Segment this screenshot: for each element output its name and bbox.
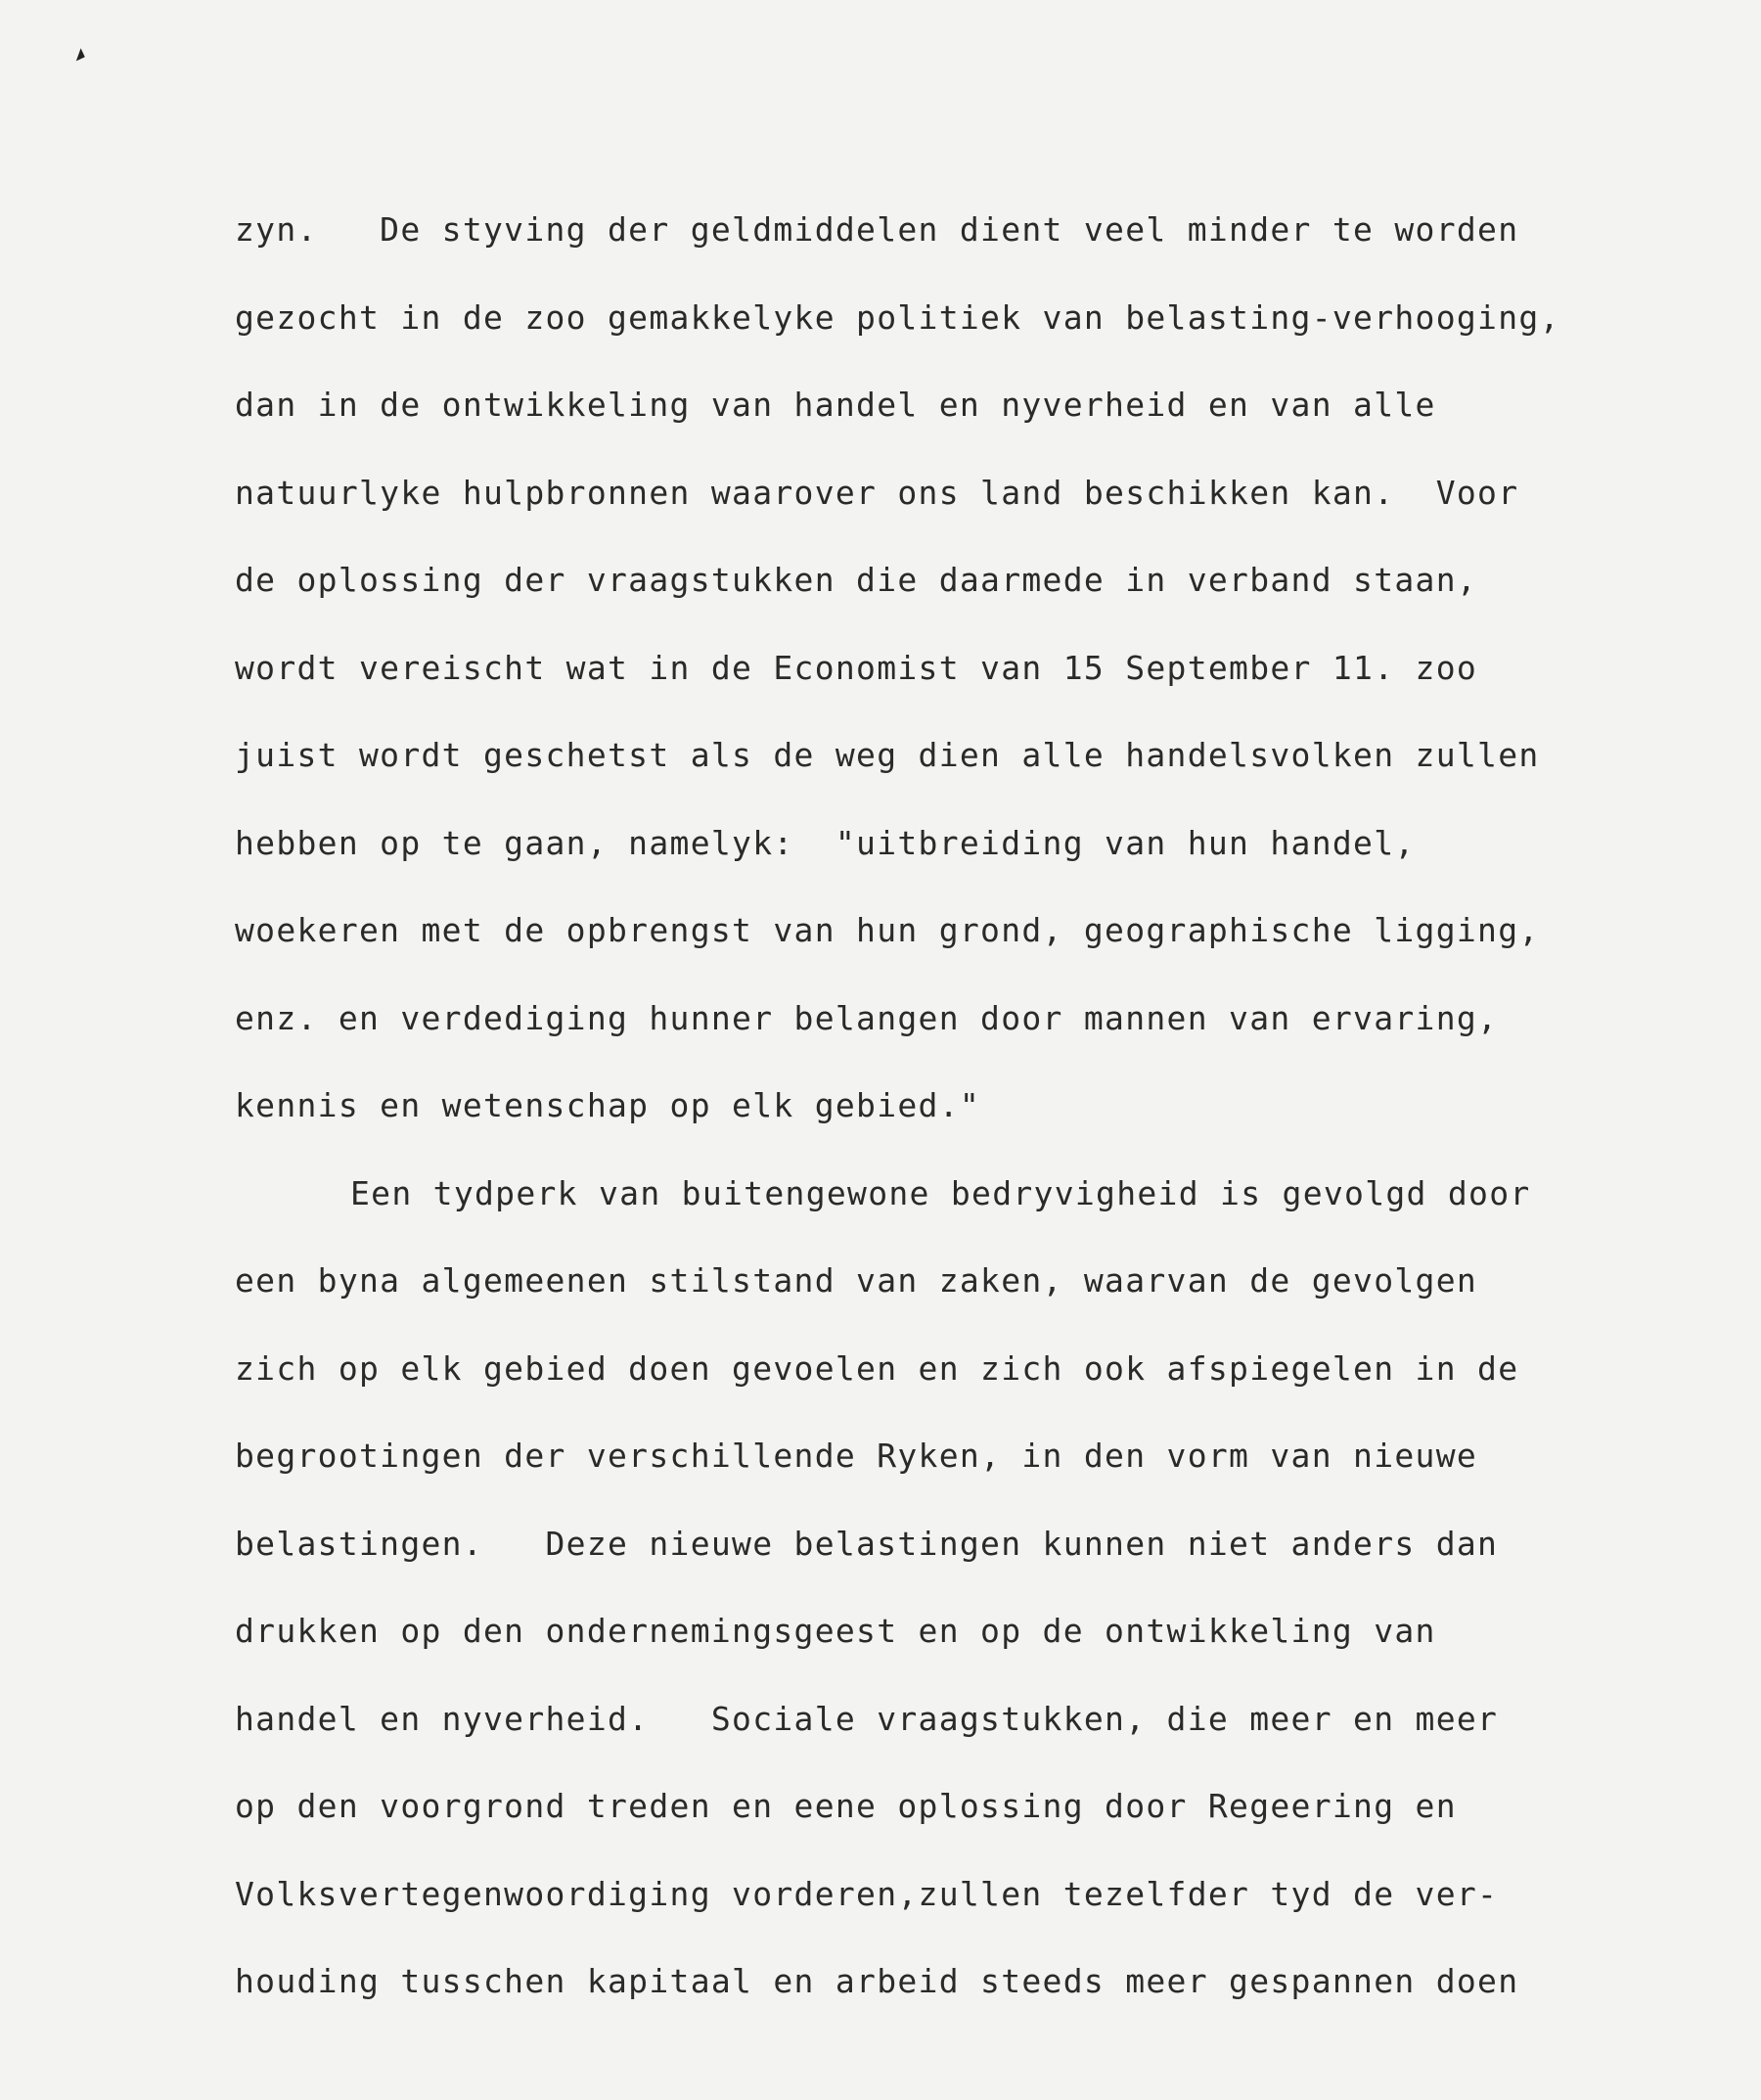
text-line: dan in de ontwikkeling van handel en nyverheid en van alle bbox=[235, 386, 1436, 424]
paragraph-1 bbox=[235, 205, 1741, 1169]
text-line: Een tydperk van buitengewone bedryvigheid is gevolgd door bbox=[350, 1173, 1531, 1212]
paragraph-2 bbox=[235, 1169, 1741, 2045]
text-line: drukken op den ondernemingsgeest en op de ontwikkeling van bbox=[235, 1612, 1436, 1650]
text-line: kennis en wetenschap op elk gebied." bbox=[235, 1086, 981, 1124]
text-line: houding tusschen kapitaal en arbeid steeds meer gespannen doen bbox=[235, 1962, 1519, 2000]
text-line: zyn. De styving der geldmiddelen dient veel minder te worden bbox=[235, 210, 1519, 249]
text-line: gezocht in de zoo gemakkelyke politiek van belasting-verhooging, bbox=[235, 297, 1560, 337]
text-line: wordt vereischt wat in de Economist van 15 September 11. zoo bbox=[235, 648, 1478, 687]
text-line: enz. en verdediging hunner belangen door mannen van ervaring, bbox=[235, 998, 1499, 1037]
text-line: een byna algemeenen stilstand van zaken, waarvan de gevolgen bbox=[235, 1261, 1478, 1300]
text-line: hebben op te gaan, namelyk: "uitbreiding van hun handel, bbox=[235, 823, 1416, 862]
text-line: woekeren met de opbrengst van hun grond, geographische ligging, bbox=[235, 911, 1540, 949]
text-line: zich op elk gebied doen gevoelen en zich ook afspiegelen in de bbox=[235, 1348, 1519, 1388]
corner-mark-icon bbox=[76, 48, 87, 64]
text-line: natuurlyke hulpbronnen waarover ons land beschikken kan. Voor bbox=[235, 473, 1519, 512]
document-text bbox=[235, 205, 1741, 2045]
text-line: belastingen. Deze nieuwe belastingen kunnen niet anders dan bbox=[235, 1524, 1499, 1563]
text-line: Volksvertegenwoordiging vorderen,zullen tezelfder tyd de ver- bbox=[235, 1874, 1499, 1913]
text-line: handel en nyverheid. Sociale vraagstukken, die meer en meer bbox=[235, 1699, 1499, 1738]
text-line: juist wordt geschetst als de weg dien alle handelsvolken zullen bbox=[235, 736, 1540, 774]
text-line: begrootingen der verschillende Ryken, in den vorm van nieuwe bbox=[235, 1437, 1478, 1475]
text-line: op den voorgrond treden en eene oplossing door Regeering en bbox=[235, 1787, 1457, 1825]
text-line: de oplossing der vraagstukken die daarmede in verband staan, bbox=[235, 561, 1478, 599]
